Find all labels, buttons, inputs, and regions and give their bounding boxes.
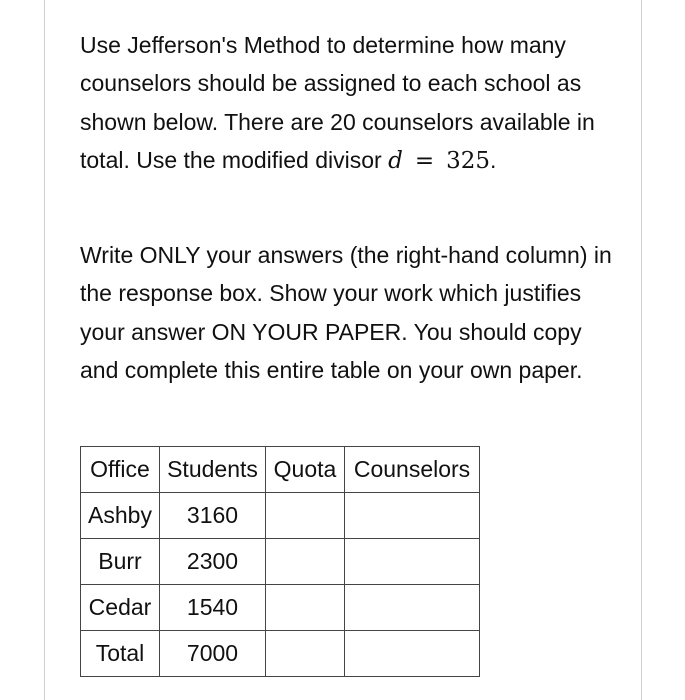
header-office: Office xyxy=(81,447,160,493)
instructions: Write ONLY your answers (the right-hand column) in the response box. Show your work which justifies your answer ON YOUR PAPER. You should copy and complete this entire table on your own paper. xyxy=(80,242,612,383)
office-cell: Ashby xyxy=(81,493,160,539)
quota-cell xyxy=(266,631,345,677)
header-counselors: Counselors xyxy=(345,447,480,493)
table-row xyxy=(81,493,480,539)
students-cell: 3160 xyxy=(160,493,266,539)
quota-cell xyxy=(266,585,345,631)
counselors-cell xyxy=(345,631,480,677)
students-cell: 1540 xyxy=(160,585,266,631)
counselors-cell xyxy=(345,539,480,585)
table-row-total xyxy=(81,631,480,677)
apportionment-table xyxy=(80,446,480,677)
header-quota: Quota xyxy=(266,447,345,493)
divisor-value: 325 xyxy=(446,147,491,174)
counselors-cell xyxy=(345,493,480,539)
counselors-cell xyxy=(345,585,480,631)
divisor-period: . xyxy=(490,146,497,173)
students-cell: 2300 xyxy=(160,539,266,585)
table-header-row xyxy=(81,447,480,493)
office-cell: Total xyxy=(81,631,160,677)
intro-text: Use Jefferson's Method to determine how many counselors should be assigned to each school as shown below. There are 20 counselors available in total. Use the modified divisor xyxy=(80,32,595,173)
problem-intro xyxy=(80,26,625,180)
divisor-variable: d xyxy=(388,147,403,174)
quota-cell xyxy=(266,539,345,585)
question-card xyxy=(44,0,642,700)
table-row xyxy=(81,539,480,585)
divisor-equals: = xyxy=(414,147,435,174)
header-students: Students xyxy=(160,447,266,493)
office-cell: Burr xyxy=(81,539,160,585)
table-row xyxy=(81,585,480,631)
office-cell: Cedar xyxy=(81,585,160,631)
quota-cell xyxy=(266,493,345,539)
students-cell: 7000 xyxy=(160,631,266,677)
